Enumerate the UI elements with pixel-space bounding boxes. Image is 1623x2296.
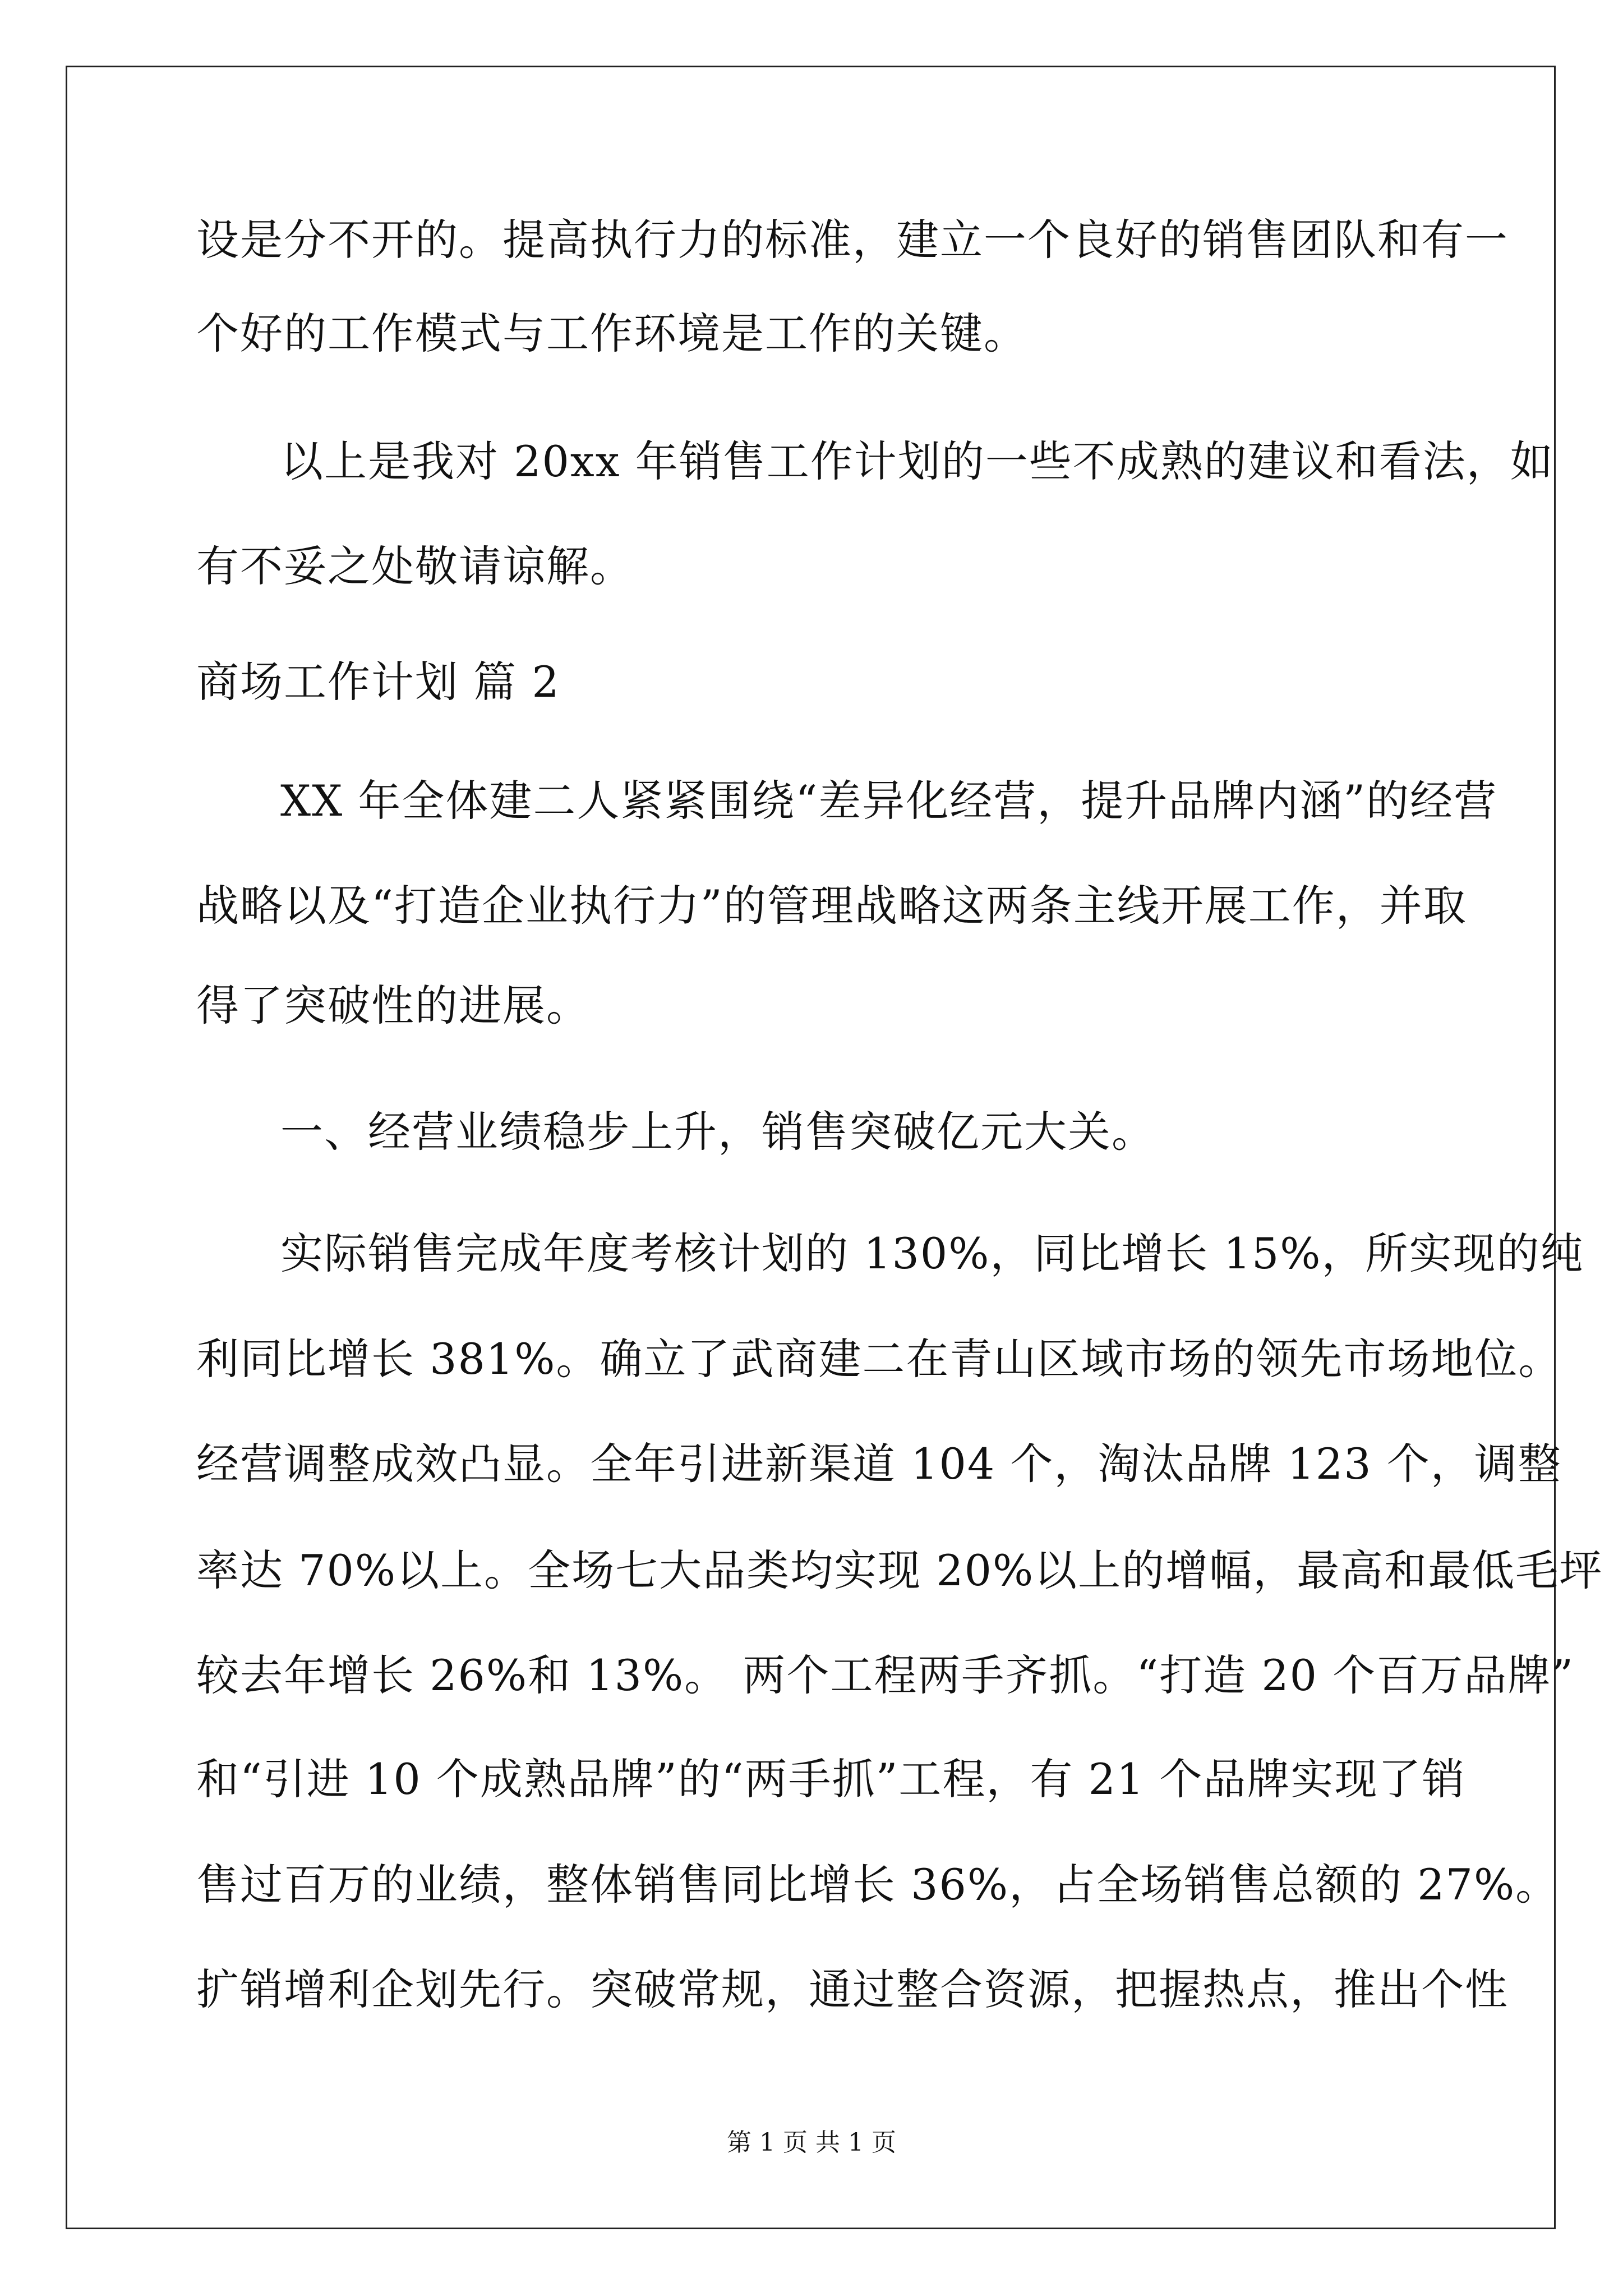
paragraph-line: 和“引进 10 个成熟品牌”的“两手抓”工程，有 21 个品牌实现了销 <box>196 1754 1466 1804</box>
paragraph-line: 利同比增长 381%。确立了武商建二在青山区域市场的领先市场地位。 <box>196 1334 1562 1384</box>
paragraph-line: 一、经营业绩稳步上升，销售突破亿元大关。 <box>280 1107 1155 1157</box>
page-footer: 第 1 页 共 1 页 <box>727 2128 896 2157</box>
paragraph-line: 战略以及“打造企业执行力”的管理战略这两条主线开展工作，并取 <box>196 881 1467 931</box>
paragraph-line: 经营调整成效凸显。全年引进新渠道 104 个，淘汰品牌 123 个，调整 <box>196 1439 1562 1489</box>
paragraph-line: 较去年增长 26%和 13%。 两个工程两手齐抓。“打造 20 个百万品牌” <box>196 1650 1575 1700</box>
paragraph-line: 设是分不开的。提高执行力的标准，建立一个良好的销售团队和有一 <box>196 215 1509 265</box>
paragraph-line: 率达 70%以上。全场七大品类均实现 20%以上的增幅，最高和最低毛坪 <box>196 1545 1603 1595</box>
paragraph-line: 以上是我对 20xx 年销售工作计划的一些不成熟的建议和看法，如 <box>280 436 1554 486</box>
paragraph-line: 扩销增利企划先行。突破常规，通过整合资源，把握热点，推出个性 <box>196 1964 1509 2014</box>
paragraph-line: 得了突破性的进展。 <box>196 981 590 1030</box>
paragraph-line: 有不妥之处敬请谅解。 <box>196 541 634 591</box>
paragraph-line: XX 年全体建二人紧紧围绕“差异化经营，提升品牌内涵”的经营 <box>280 776 1498 826</box>
paragraph-line: 售过百万的业绩，整体销售同比增长 36%，占全场销售总额的 27%。 <box>196 1860 1560 1910</box>
paragraph-line: 个好的工作模式与工作环境是工作的关键。 <box>196 309 1027 358</box>
section-heading: 商场工作计划 篇 2 <box>196 657 560 707</box>
paragraph-line: 实际销售完成年度考核计划的 130%，同比增长 15%，所实现的纯 <box>280 1228 1584 1278</box>
